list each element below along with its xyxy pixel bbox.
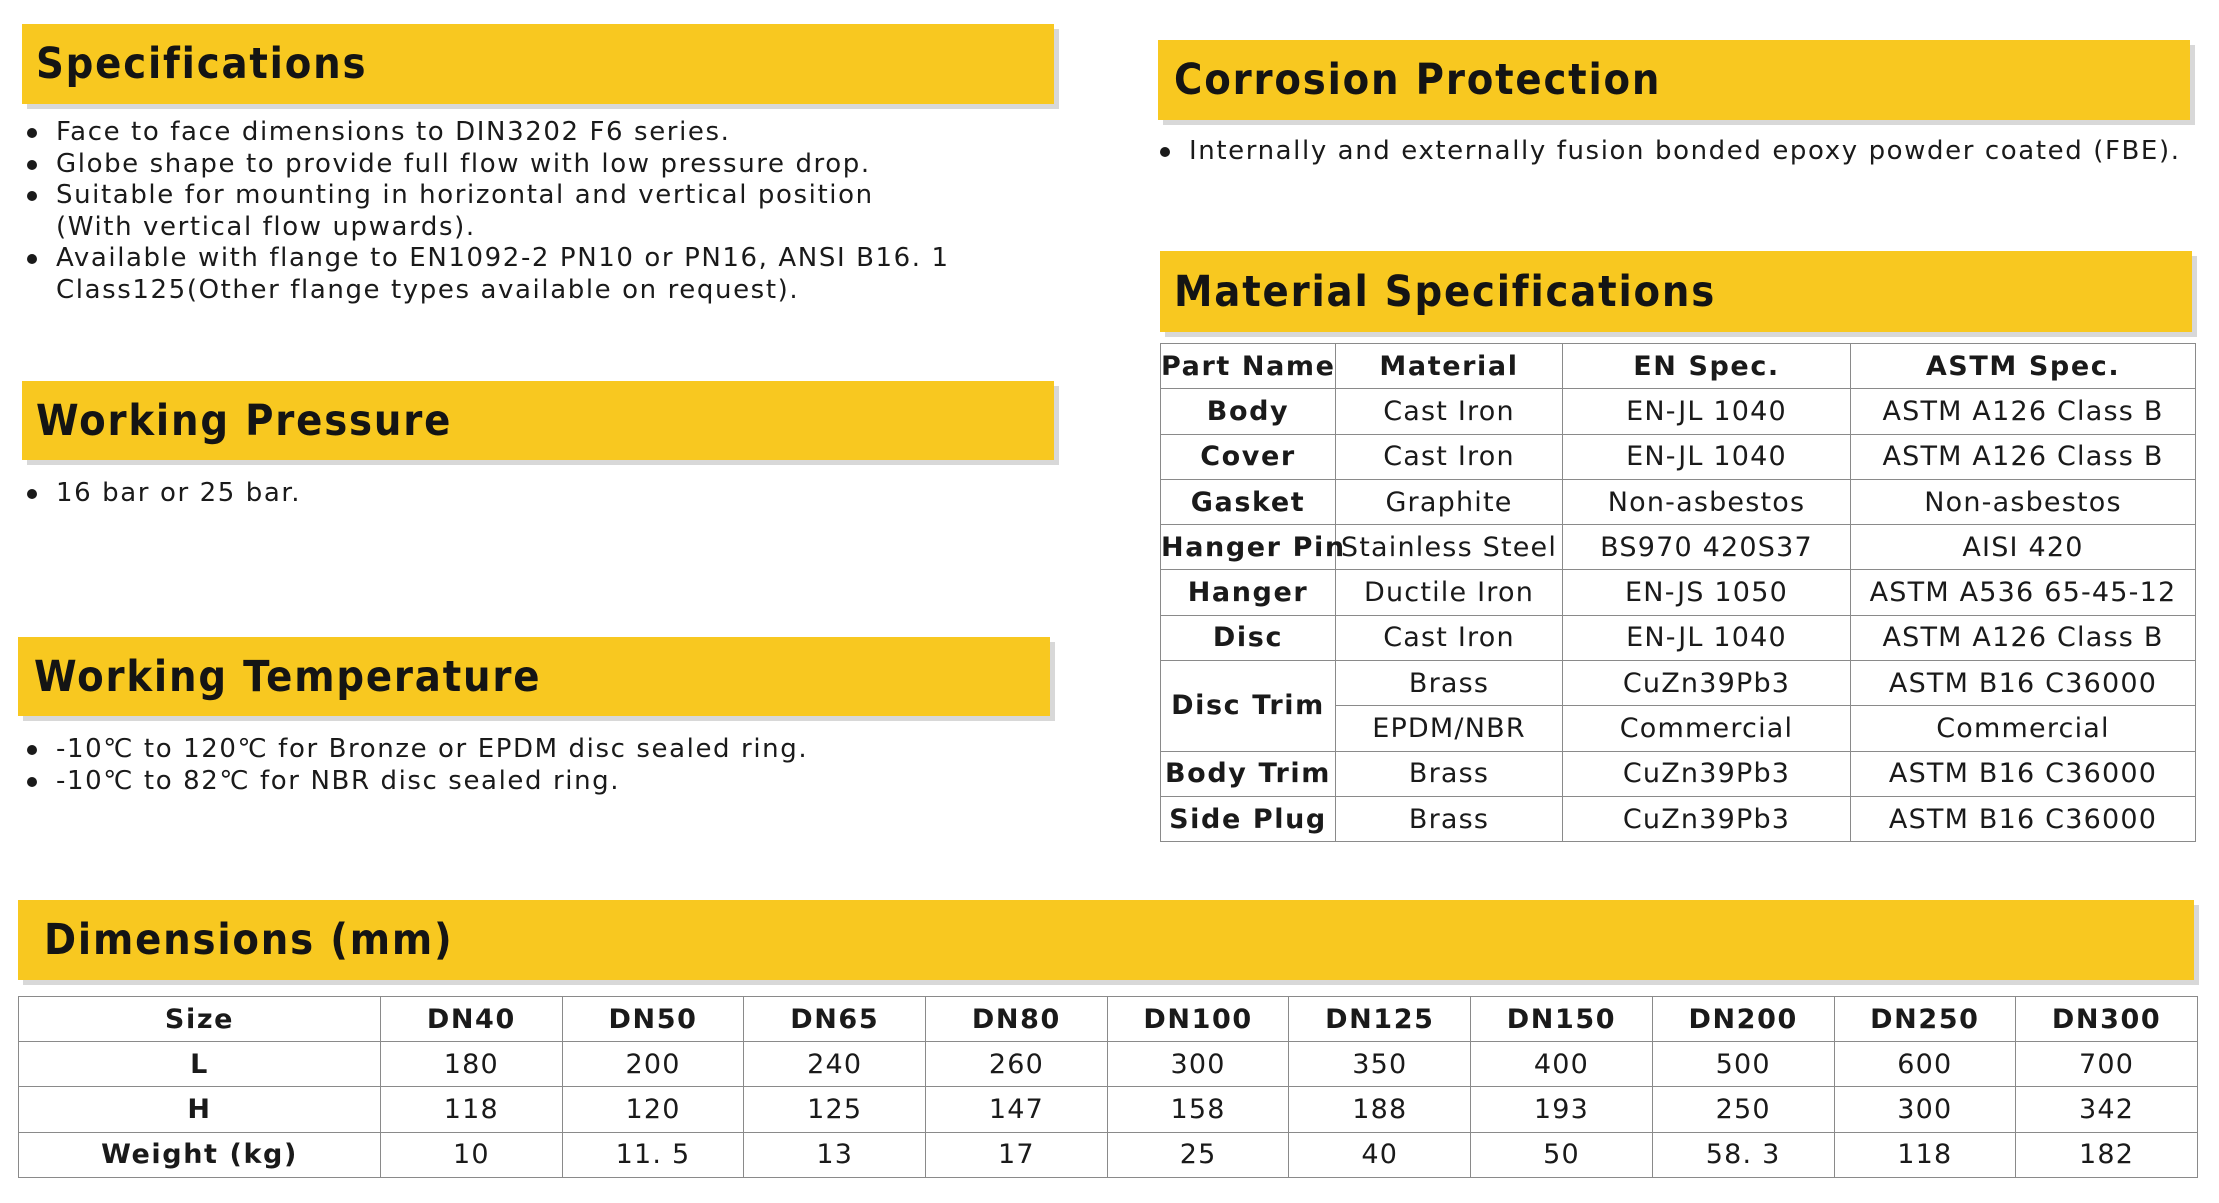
header-dn80: DN80 [926, 997, 1108, 1042]
list-item: Globe shape to provide full flow with low pressure drop. [22, 149, 1062, 181]
header-size: Size [19, 997, 381, 1042]
astm-spec-cell: Commercial [1851, 706, 2196, 751]
part-name-cell: Cover [1161, 434, 1336, 479]
astm-spec-cell: Non-asbestos [1851, 479, 2196, 524]
list-item: Face to face dimensions to DIN3202 F6 series. [22, 117, 1062, 149]
part-name-cell: Hanger Pin [1161, 525, 1336, 570]
table-cell: 300 [1107, 1042, 1289, 1087]
dimensions-title: Dimensions (mm) [44, 915, 454, 965]
list-item: -10℃ to 82℃ for NBR disc sealed ring. [22, 766, 1062, 798]
en-spec-cell: CuZn39Pb3 [1563, 751, 1851, 796]
material-cell: Cast Iron [1336, 389, 1563, 434]
dimensions-banner [18, 900, 2194, 980]
list-item: 16 bar or 25 bar. [22, 478, 1062, 510]
part-name-cell: Gasket [1161, 479, 1336, 524]
part-name-cell: Disc [1161, 615, 1336, 660]
table-header-row [19, 997, 2198, 1042]
working-pressure-banner [22, 381, 1054, 460]
material-specifications-table [1160, 343, 2196, 842]
table-cell: 182 [2016, 1132, 2198, 1177]
table-row [19, 1132, 2198, 1177]
header-dn40: DN40 [381, 997, 563, 1042]
table-cell: 13 [744, 1132, 926, 1177]
table-cell: 300 [1834, 1087, 2016, 1132]
table-cell: 700 [2016, 1042, 2198, 1087]
table-cell: 40 [1289, 1132, 1471, 1177]
part-name-cell: Body Trim [1161, 751, 1336, 796]
table-row [1161, 751, 2196, 796]
astm-spec-cell: ASTM B16 C36000 [1851, 796, 2196, 841]
astm-spec-cell: ASTM B16 C36000 [1851, 661, 2196, 706]
specifications-banner [22, 24, 1054, 104]
table-cell: 188 [1289, 1087, 1471, 1132]
header-dn125: DN125 [1289, 997, 1471, 1042]
list-item: -10℃ to 120℃ for Bronze or EPDM disc sealed ring. [22, 734, 1062, 766]
table-cell: 240 [744, 1042, 926, 1087]
en-spec-cell: CuZn39Pb3 [1563, 661, 1851, 706]
working-pressure-list [22, 478, 1062, 510]
table-cell: 342 [2016, 1087, 2198, 1132]
list-item: Suitable for mounting in horizontal and vertical position (With vertical flow upwards). [22, 180, 1062, 243]
material-cell: Stainless Steel [1336, 525, 1563, 570]
astm-spec-cell: ASTM A126 Class B [1851, 434, 2196, 479]
table-cell: 25 [1107, 1132, 1289, 1177]
table-row [1161, 525, 2196, 570]
table-cell: 58. 3 [1652, 1132, 1834, 1177]
astm-spec-cell: ASTM A126 Class B [1851, 389, 2196, 434]
header-dn65: DN65 [744, 997, 926, 1042]
working-temperature-banner [18, 637, 1050, 716]
header-material: Material [1336, 344, 1563, 389]
part-name-cell: Side Plug [1161, 796, 1336, 841]
table-cell: 250 [1652, 1087, 1834, 1132]
table-cell: 118 [1834, 1132, 2016, 1177]
part-name-cell: Hanger [1161, 570, 1336, 615]
row-label-weight: Weight (kg) [19, 1132, 381, 1177]
material-cell: Brass [1336, 661, 1563, 706]
list-item: Internally and externally fusion bonded epoxy powder coated (FBE). [1155, 136, 2215, 168]
header-dn150: DN150 [1471, 997, 1653, 1042]
table-row [19, 1042, 2198, 1087]
table-cell: 11. 5 [562, 1132, 744, 1177]
material-cell: Brass [1336, 796, 1563, 841]
header-dn50: DN50 [562, 997, 744, 1042]
table-row [1161, 434, 2196, 479]
material-cell: Graphite [1336, 479, 1563, 524]
table-row [19, 1087, 2198, 1132]
table-cell: 600 [1834, 1042, 2016, 1087]
working-temperature-title: Working Temperature [34, 651, 542, 702]
corrosion-protection-list [1155, 136, 2215, 168]
table-cell: 17 [926, 1132, 1108, 1177]
material-cell: Cast Iron [1336, 434, 1563, 479]
en-spec-cell: EN-JL 1040 [1563, 389, 1851, 434]
specifications-title: Specifications [36, 39, 368, 89]
table-header-row [1161, 344, 2196, 389]
en-spec-cell: EN-JS 1050 [1563, 570, 1851, 615]
row-label-h: H [19, 1087, 381, 1132]
header-en-spec: EN Spec. [1563, 344, 1851, 389]
working-temperature-list [22, 734, 1062, 797]
table-cell: 350 [1289, 1042, 1471, 1087]
table-cell: 10 [381, 1132, 563, 1177]
table-cell: 147 [926, 1087, 1108, 1132]
material-cell: Ductile Iron [1336, 570, 1563, 615]
table-row [1161, 389, 2196, 434]
table-cell: 158 [1107, 1087, 1289, 1132]
table-cell: 118 [381, 1087, 563, 1132]
en-spec-cell: CuZn39Pb3 [1563, 796, 1851, 841]
part-name-cell: Body [1161, 389, 1336, 434]
table-cell: 260 [926, 1042, 1108, 1087]
header-dn300: DN300 [2016, 997, 2198, 1042]
astm-spec-cell: ASTM A536 65-45-12 [1851, 570, 2196, 615]
material-cell: EPDM/NBR [1336, 706, 1563, 751]
en-spec-cell: EN-JL 1040 [1563, 615, 1851, 660]
astm-spec-cell: ASTM A126 Class B [1851, 615, 2196, 660]
material-cell: Brass [1336, 751, 1563, 796]
header-dn250: DN250 [1834, 997, 2016, 1042]
en-spec-cell: EN-JL 1040 [1563, 434, 1851, 479]
table-cell: 500 [1652, 1042, 1834, 1087]
astm-spec-cell: ASTM B16 C36000 [1851, 751, 2196, 796]
material-cell: Cast Iron [1336, 615, 1563, 660]
corrosion-protection-title: Corrosion Protection [1174, 55, 1662, 105]
list-item: Available with flange to EN1092-2 PN10 or PN16, ANSI B16. 1 Class125(Other flange types available on request). [22, 243, 1062, 306]
part-name-cell: Disc Trim [1161, 661, 1336, 752]
header-dn100: DN100 [1107, 997, 1289, 1042]
table-cell: 180 [381, 1042, 563, 1087]
header-part-name: Part Name [1161, 344, 1336, 389]
table-cell: 50 [1471, 1132, 1653, 1177]
table-cell: 200 [562, 1042, 744, 1087]
specifications-list [22, 117, 1062, 306]
corrosion-protection-banner [1158, 40, 2190, 120]
table-row [1161, 570, 2196, 615]
en-spec-cell: Commercial [1563, 706, 1851, 751]
material-specifications-title: Material Specifications [1174, 266, 1717, 317]
en-spec-cell: BS970 420S37 [1563, 525, 1851, 570]
table-cell: 193 [1471, 1087, 1653, 1132]
en-spec-cell: Non-asbestos [1563, 479, 1851, 524]
header-astm-spec: ASTM Spec. [1851, 344, 2196, 389]
material-specifications-banner [1160, 251, 2192, 332]
table-row [1161, 661, 2196, 706]
working-pressure-title: Working Pressure [36, 395, 453, 446]
table-row [1161, 479, 2196, 524]
row-label-l: L [19, 1042, 381, 1087]
table-cell: 400 [1471, 1042, 1653, 1087]
table-row [1161, 796, 2196, 841]
dimensions-table [18, 996, 2198, 1178]
astm-spec-cell: AISI 420 [1851, 525, 2196, 570]
table-row [1161, 615, 2196, 660]
table-cell: 125 [744, 1087, 926, 1132]
table-cell: 120 [562, 1087, 744, 1132]
header-dn200: DN200 [1652, 997, 1834, 1042]
